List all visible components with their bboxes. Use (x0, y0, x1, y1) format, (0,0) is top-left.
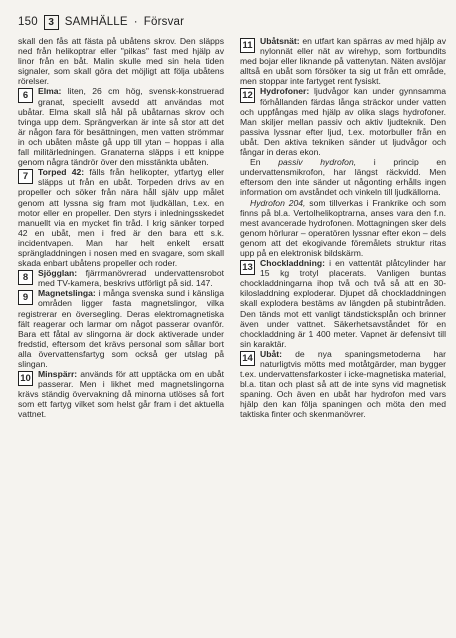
entry-minsparr (18, 369, 224, 419)
entry-number-box: 14 (240, 351, 255, 366)
page-header (18, 12, 184, 32)
entry-text: fjärrmanövrerad undervattensrobot med TV-kamera, beskrivs utförligt på sid. 147. (38, 268, 224, 289)
entry-magnetslinga (18, 288, 224, 369)
entry-sjogglan (18, 268, 224, 288)
entry-text: i många svenska sund i känsliga områden ligger fasta magnetslingor, vilka registrerar en översegling. Deras elektromagnetiska fält reagerar och larmar om något passerar ovanför. Bara ett fåtal av slingorna är dock aktiverade under fredstid, eftersom det krävs personal som sållar bort alla övervattensfartyg som också ger utslag på slingan. (18, 288, 224, 369)
entry-title: Magnetslinga: (38, 288, 96, 299)
paragraph-text: En (250, 157, 279, 168)
entry-elma (18, 86, 224, 167)
intro-paragraph: skall den fås att fästa på ubåtens skrov. Den släpps ned från helikoptrar eller "pilkas" fast med hjälp av linor från en båt. Malin skulle med sin hela tiden signaler, som skall göra det möjligt att följa ubåtens rörelser. (18, 36, 224, 87)
entry-text: en utfart kan spärras av med hjälp av nylonnät eller nät av wirehyp, som fortbundits med bojar eller liknande på vattenytan. Näten avslöjar alltså en ubåt som försöker ta sig ut från ett område, men stoppar inte fartyget rent fysiskt. (240, 36, 446, 87)
entry-text: används för att upptäcka om en ubåt passerar. Men i likhet med magnetslingorna krävs ständig övervakning då minorna utlöses så fort som ett fartyg vilket som helst går fram i det aktuella vattnet. (18, 369, 224, 420)
entry-number-box: 6 (18, 88, 33, 103)
entry-title: Ubåtsnät: (260, 36, 300, 46)
right-column (240, 36, 446, 420)
italic-term: passiv hydrofon, (278, 157, 357, 168)
entry-title: Elma: (38, 86, 62, 97)
entry-title: Chockladdning: (260, 258, 325, 269)
entry-text: i en vattentät plåtcylinder har 15 kg trotyl placerats. Vanligen buntas chockladdningarna ihop två och två så att en 30-kilosladdning exploderar. Djupet då chockladdningen skall explodera bestäms av längden på stubintråden. Den tänds mot ett vanligt tändsticksplån och brinner även under vattnet. Säkerhetsavståndet för en chockladdning är 1 400 meter. Vapnet är defensivt till sin karaktär. (240, 258, 446, 349)
paragraph-text: i princip en undervattensmikrofon, har längst räckvidd. Men eftersom den inte sänder ut någonting erhålls ingen information om avståndet och vinkeln till ljudkällorna. (240, 157, 446, 198)
page-number: 150 (18, 16, 38, 28)
entry-torped-42 (18, 167, 224, 268)
passive-hydrofon-paragraph (240, 157, 446, 197)
entry-hydrofoner (240, 86, 446, 157)
entry-number-box: 9 (18, 290, 33, 305)
subsection-title: Försvar (143, 16, 185, 28)
entry-title: Sjögglan: (38, 268, 78, 279)
entry-title: Torped 42: (38, 167, 85, 178)
entry-text: liten, 26 cm hög, svensk-konstruerad granat, speciellt avsedd att användas mot ubåtar. Elma skall slå hål på ubåtarnas skrov och tvinga upp dem. Sprängverkan är inte så stor att det är någon fara för besättningen, men vatten strömmar in och ubåten måste gå upp till ytan – hoppas i alla fall militärledningen. Granaterna släpps i ett knippe genom några tändrör över den misstänkta ubåten. (18, 86, 224, 168)
italic-term: Hydrofon 204, (250, 197, 306, 208)
entry-number-box: 10 (18, 371, 33, 386)
entry-title: Minspärr: (38, 369, 78, 380)
entry-text: ljudvågor kan under gynnsamma förhållanden färdas långa sträckor under vatten och uppfångas med hjälp av olika slags hydrofoner. Man skiljer mellan passiv och aktiv ljudteknik. Den passiva lyssnar efter ljud, t.ex. motorbuller från en ubåt. Den aktiva tekniken sänder ut ljudvågor och fångar in deras ekon. (240, 86, 446, 158)
entry-ubatsnat (240, 36, 446, 86)
entry-text: fälls från helikopter, ytfartyg eller släpps ut från en ubåt. Torpeden drivs av en propeller och söker från nära håll själv upp målet genom att lyssna sig fram mot ljudkällan, t.ex. en motor eller en propeller. Den styrs i inledningsskedet manuellt via en mycket fin tråd. I krig sänker torped 42 en ubåt, men i fred är den bara ett s.k. incidentvapen. Man har helt enkelt ersatt sprängladdningen i nosen med en svagare, som skall skada enbart ubåtens propeller och roder. (18, 167, 224, 269)
entry-number-box: 12 (240, 88, 255, 103)
hydrofon-204-paragraph (240, 198, 446, 259)
entry-title: Ubåt: (260, 348, 282, 359)
entry-ubat (240, 349, 446, 420)
entry-number-box: 7 (18, 169, 33, 184)
chapter-number-box: 3 (44, 15, 59, 30)
entry-number-box: 13 (240, 260, 255, 275)
entry-number-box: 11 (240, 38, 255, 53)
paragraph-text: som tillverkas i Frankrike och som finns på bl.a. Vertolhelikoptrarna, anses vara den f.n. mest avancerade hydrofonen. Mottagningen sker dels genom hörlurar – operatören lyssnar efter ekon – dels genom att det ekogivande föremålets struktur ritas upp på en elektronisk bildskärm. (240, 197, 447, 258)
left-column (18, 36, 224, 420)
entry-chockladdning (240, 258, 446, 349)
entry-title: Hydrofoner: (260, 86, 310, 97)
entry-number-box: 8 (18, 270, 33, 285)
section-title: SAMHÄLLE (64, 16, 128, 28)
entry-text: de nya spaningsmetoderna har naturligtvis mötts med motåtgärder, man bygger t.ex. undervattensfarkoster i icke-magnetiska material, bl.a. titan och plast så att de inte syns vid magnetisk spaning. Och även en ubåt har hydrofon med vars hjälp den kan följa spaningen och möta den med taktiska finter och skenmanövrer. (240, 348, 446, 420)
header-separator: · (133, 16, 138, 28)
